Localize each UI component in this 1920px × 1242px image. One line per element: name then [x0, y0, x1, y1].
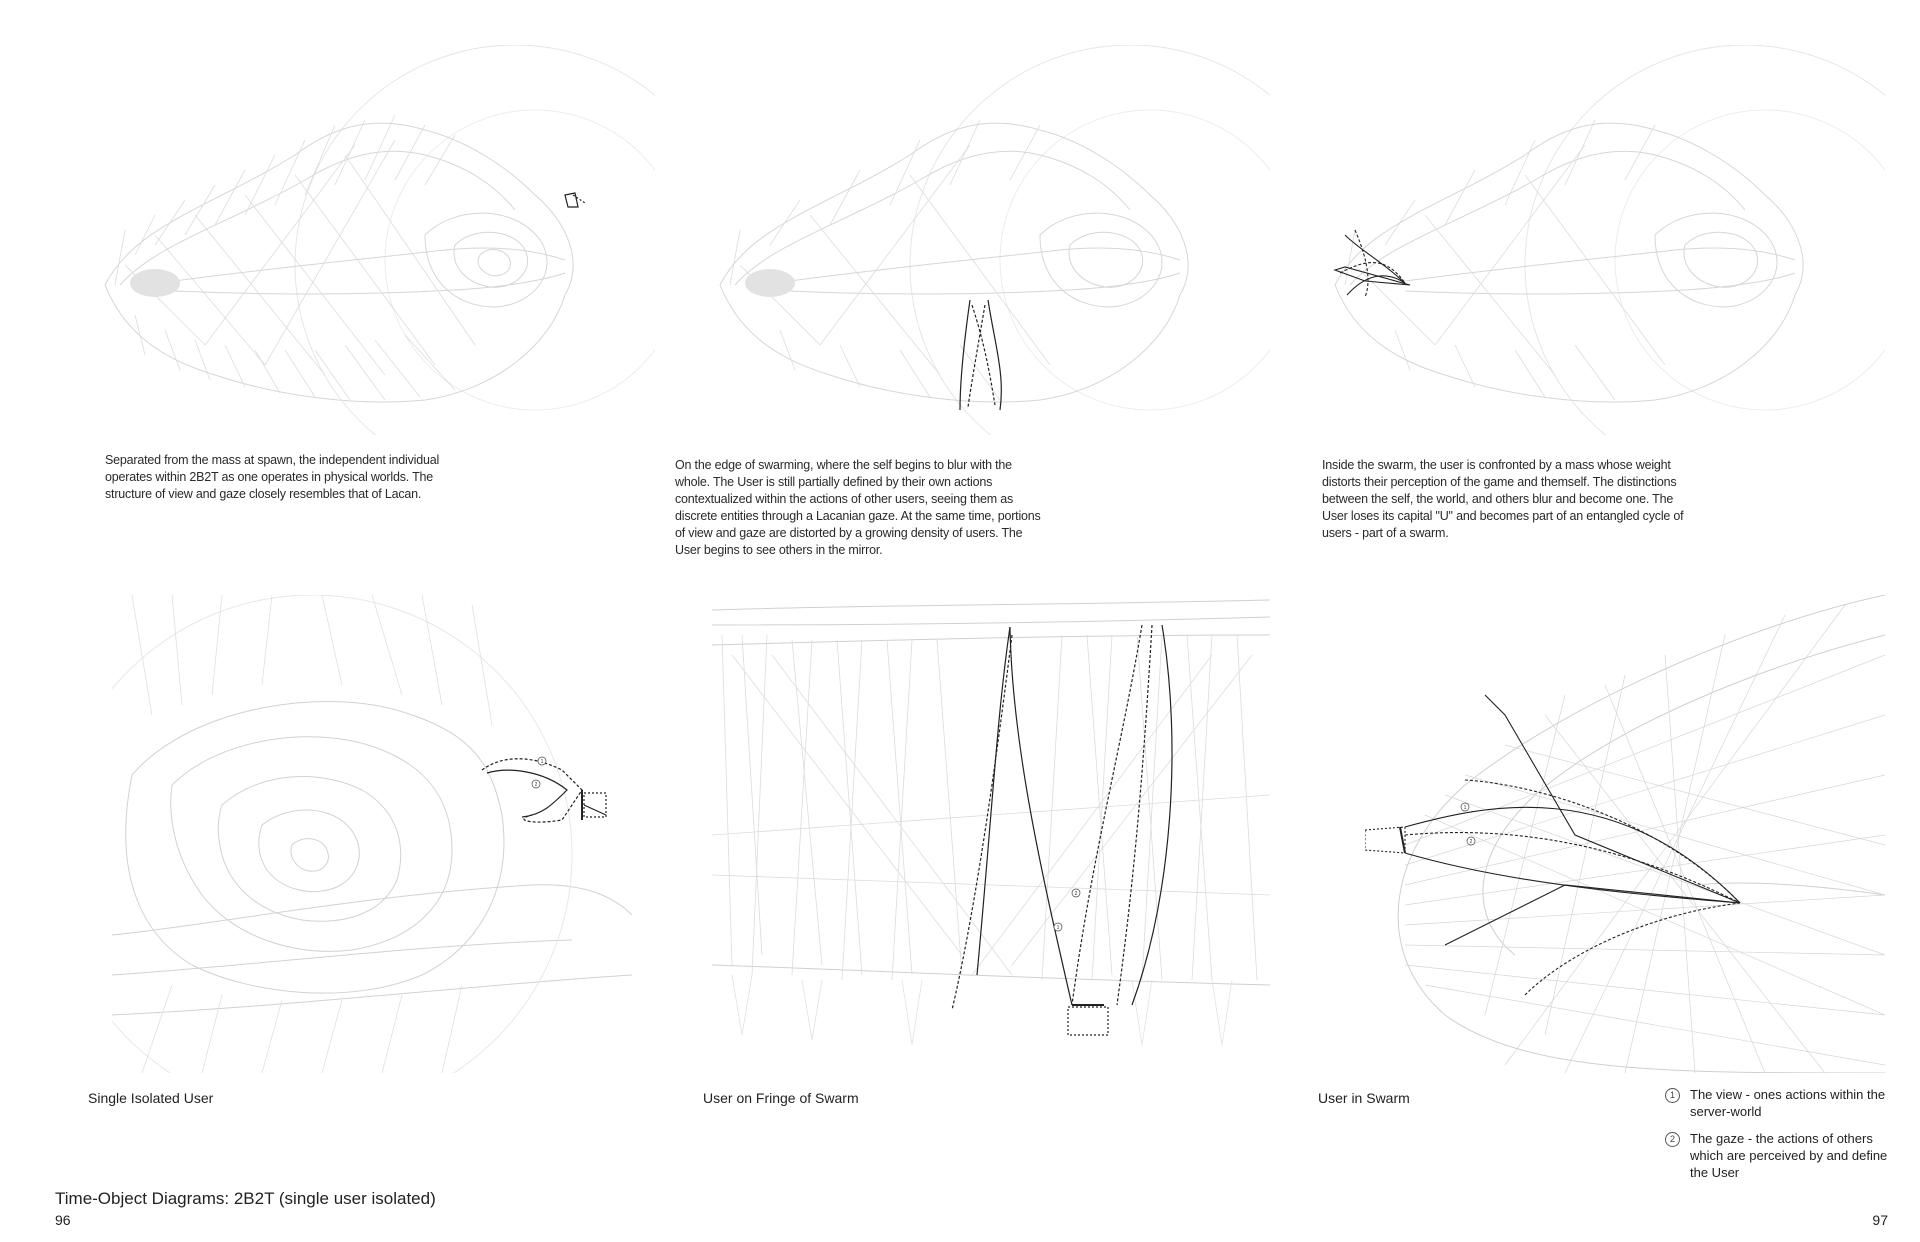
svg-text:1: 1	[1056, 925, 1060, 931]
top-diagram-swarm	[1325, 45, 1885, 435]
svg-text:1: 1	[1463, 805, 1467, 811]
page-number-left: 96	[55, 1212, 71, 1228]
marker-2-icon	[1072, 889, 1080, 897]
user-marker-swarm	[1335, 230, 1410, 297]
legend-number-1-icon: 1	[1665, 1088, 1680, 1103]
svg-text:2: 2	[1074, 891, 1078, 897]
isolated-user-detail	[112, 595, 632, 1073]
view-gaze-marker-isolated	[482, 759, 606, 822]
top-diagram-isolated	[95, 45, 655, 435]
marker-2-icon	[532, 780, 540, 788]
label-user-on-fringe: User on Fringe of Swarm	[703, 1090, 859, 1106]
marker-2-icon	[1467, 837, 1475, 845]
swarm-shape-diagram	[95, 45, 655, 435]
marker-1-icon	[538, 757, 546, 765]
fringe-user-detail	[712, 595, 1270, 1073]
label-single-isolated-user: Single Isolated User	[88, 1090, 214, 1106]
legend-number-2-icon: 2	[1665, 1132, 1680, 1147]
label-user-in-swarm: User in Swarm	[1318, 1090, 1410, 1106]
caption-isolated: Separated from the mass at spawn, the independent individual operates within 2B2T as one operates in physical worlds. The structure of view and gaze closely resembles that of Lacan.	[105, 453, 440, 501]
caption-fringe: On the edge of swarming, where the self begins to blur with the whole. The User is still partially defined by their own actions contextualized within the actions of other users, seeing them as discrete entities through a Lacanian gaze. At the same time, portions of view and gaze are distorted by a growing density of users. The User begins to see others in the mirror.	[675, 458, 1041, 557]
legend-item-view	[1665, 1086, 1895, 1120]
marker-1-icon	[1461, 803, 1469, 811]
svg-text:2: 2	[1469, 839, 1473, 845]
page-title: Time-Object Diagrams: 2B2T (single user isolated)	[55, 1189, 436, 1208]
view-gaze-marker-fringe	[952, 625, 1172, 1035]
page-number-right: 97	[1872, 1212, 1888, 1228]
bottom-diagram-swarm	[1365, 595, 1885, 1073]
svg-text:2: 2	[534, 782, 538, 788]
legend	[1665, 1086, 1895, 1191]
top-diagram-fringe	[710, 45, 1270, 435]
bottom-diagram-isolated	[112, 595, 632, 1073]
bottom-diagram-fringe	[712, 595, 1270, 1073]
marker-1-icon	[1054, 923, 1062, 931]
user-marker-isolated	[565, 193, 585, 207]
swarm-user-detail	[1365, 595, 1885, 1073]
legend-text-gaze: The gaze - the actions of others which are perceived by and define the User	[1690, 1131, 1888, 1180]
swarm-shape-diagram	[1325, 45, 1885, 435]
view-gaze-marker-swarm	[1365, 695, 1740, 995]
swarm-shape-diagram	[710, 45, 1270, 435]
caption-swarm: Inside the swarm, the user is confronted by a mass whose weight distorts their perception of the game and themself. The distinctions between the self, the world, and others blur and become one. The User loses its capital "U" and becomes part of an entangled cycle of users - part of a swarm.	[1322, 458, 1684, 540]
svg-text:1: 1	[540, 759, 544, 765]
legend-text-view: The view - ones actions within the server-world	[1690, 1087, 1886, 1119]
legend-item-gaze	[1665, 1130, 1895, 1181]
